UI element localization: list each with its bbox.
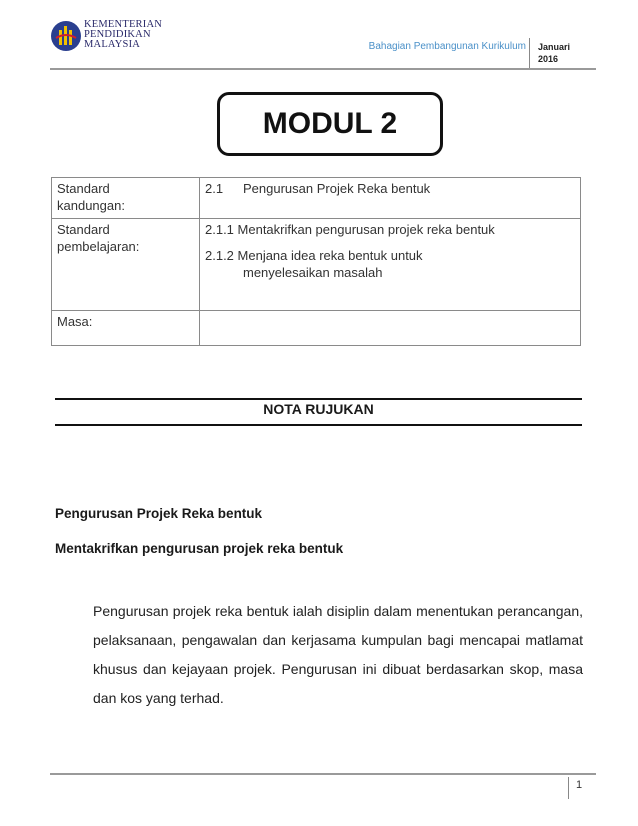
table-row (52, 219, 581, 311)
table-row (52, 178, 581, 219)
module-info-table (51, 177, 581, 346)
standard-kandungan-label (52, 178, 200, 219)
ministry-name (84, 20, 162, 50)
page-number: 1 (576, 779, 583, 791)
section-heading: Pengurusan Projek Reka bentuk (55, 506, 263, 521)
department-name: Bahagian Pembangunan Kurikulum (368, 41, 526, 52)
label-line: kandungan: (57, 198, 125, 213)
standard-kandungan-value (200, 178, 581, 219)
masa-label: Masa: (52, 311, 200, 346)
standard-number: 2.1 (205, 181, 224, 196)
subsection-heading: Mentakrifkan pengurusan projek reka bentuk (55, 541, 344, 556)
nota-rujukan-heading: NOTA RUJUKAN (263, 401, 374, 417)
ministry-logo-icon (50, 20, 82, 52)
standard-pembelajaran-value (200, 219, 581, 311)
footer-divider (568, 777, 569, 799)
learning-outcome: 2.1.1 Mentakrifkan pengurusan projek reka bentuk (205, 222, 495, 237)
date-month: Januari (538, 42, 571, 52)
header-date (538, 41, 570, 65)
standard-pembelajaran-label (52, 219, 200, 311)
ministry-name-line: KEMENTERIAN (84, 19, 163, 30)
header-rule (50, 68, 596, 70)
label-line: Standard (57, 222, 110, 237)
ministry-name-line: PENDIDIKAN (84, 29, 151, 40)
label-line: pembelajaran: (57, 239, 140, 254)
body-paragraph: Pengurusan projek reka bentuk ialah disiplin dalam menentukan perancangan, pelaksanaan, pengawalan dan kerjasama kumpulan bagi mencapai matlamat khusus dan kejayaan projek. Pengurusan ini dibuat berdasarkan skop, masa dan kos yang terhad. (93, 603, 583, 706)
table-row (52, 311, 581, 346)
module-title: MODUL 2 (217, 92, 443, 156)
footer-rule (50, 773, 596, 775)
learning-outcome: 2.1.2 Menjana idea reka bentuk untuk (205, 248, 423, 263)
label-line: Standard (57, 181, 110, 196)
header-divider (529, 38, 530, 68)
date-year: 2016 (538, 54, 559, 64)
learning-outcome-continued: menyelesaikan masalah (243, 265, 383, 280)
nota-rule-top (55, 398, 582, 400)
ministry-name-line: MALAYSIA (84, 39, 141, 50)
nota-rule-bottom (55, 424, 582, 426)
masa-value (200, 311, 581, 346)
standard-text: Pengurusan Projek Reka bentuk (243, 181, 431, 196)
